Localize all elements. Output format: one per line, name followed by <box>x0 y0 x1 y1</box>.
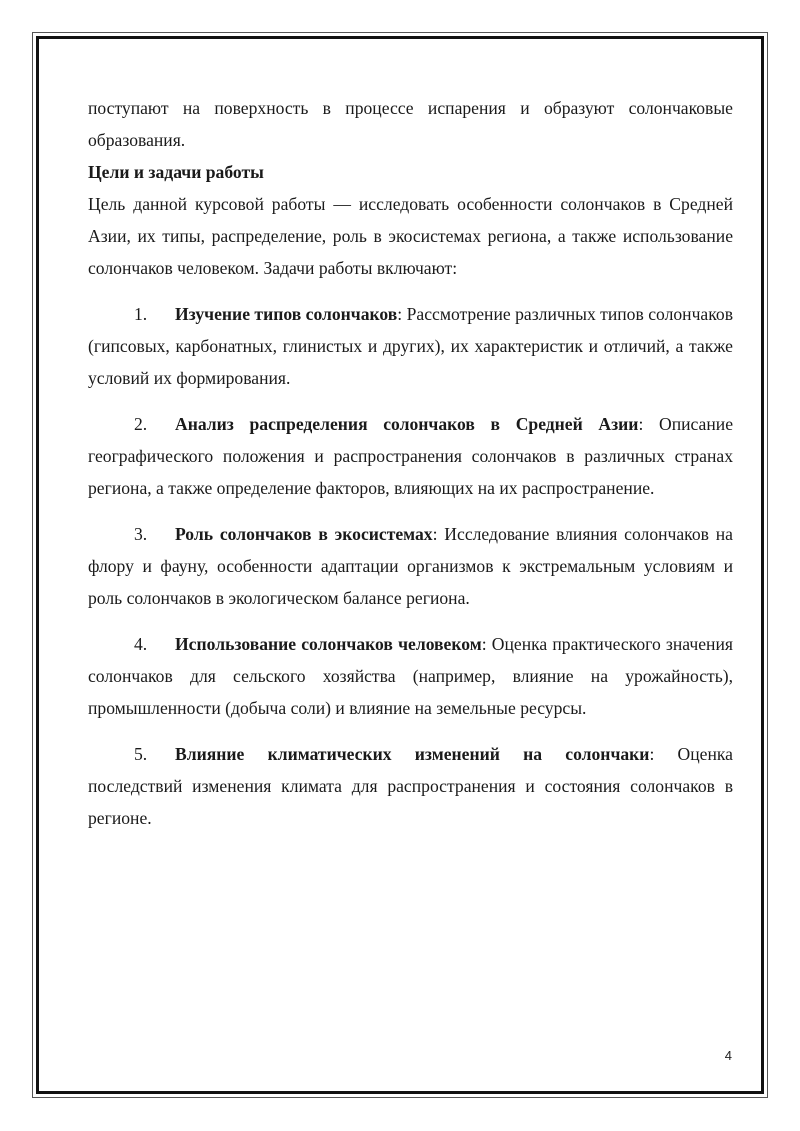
list-item-number: 3. <box>134 524 148 544</box>
page-number: 4 <box>724 1048 732 1063</box>
list-item-term: Влияние климатических изменений на солончаки <box>175 744 650 764</box>
list-item <box>88 408 733 504</box>
list-item-number: 5. <box>134 744 148 764</box>
list-item-number: 4. <box>134 634 148 654</box>
list-item-text: : Оценка последствий изменения климата для распространения и состояния солончаков в регионе. <box>88 744 733 828</box>
list-item-text: : Оценка практического значения солончаков для сельского хозяйства (например, влияние на урожайность), промышленности (добыча соли) и влияние на земельные ресурсы. <box>88 634 733 718</box>
list-item <box>88 738 733 834</box>
list-item-text: : Описание географического положения и распространения солончаков в различных странах региона, а также определение факторов, влияющих на их распространение. <box>88 414 733 498</box>
list-item-term: Изучение типов солончаков <box>175 304 398 324</box>
list-item-number: 1. <box>134 304 148 324</box>
list-item-number: 2. <box>134 414 148 434</box>
list-item-text: : Исследование влияния солончаков на флору и фауну, особенности адаптации организмов к экстремальным условиям и роль солончаков в экологическом балансе региона. <box>88 524 733 608</box>
list-item-term: Использование солончаков человеком <box>175 634 482 654</box>
list-item-term: Анализ распределения солончаков в Средней Азии <box>175 414 639 434</box>
list-item-text: : Рассмотрение различных типов солончаков (гипсовых, карбонатных, глинистых и других), их характеристик и отличий, а также условий их формирования. <box>88 304 733 388</box>
list-item-term: Роль солончаков в экосистемах <box>175 524 433 544</box>
intro-paragraph: поступают на поверхность в процессе испарения и образуют солончаковые образования. <box>88 98 733 150</box>
list-item <box>88 518 733 614</box>
document-body <box>88 92 733 834</box>
list-item <box>88 298 733 394</box>
list-item <box>88 628 733 724</box>
goal-paragraph: Цель данной курсовой работы — исследовать особенности солончаков в Средней Азии, их типы, распределение, роль в экосистемах региона, а также использование солончаков человеком. Задачи работы включают: <box>88 194 733 278</box>
section-heading: Цели и задачи работы <box>88 162 264 182</box>
